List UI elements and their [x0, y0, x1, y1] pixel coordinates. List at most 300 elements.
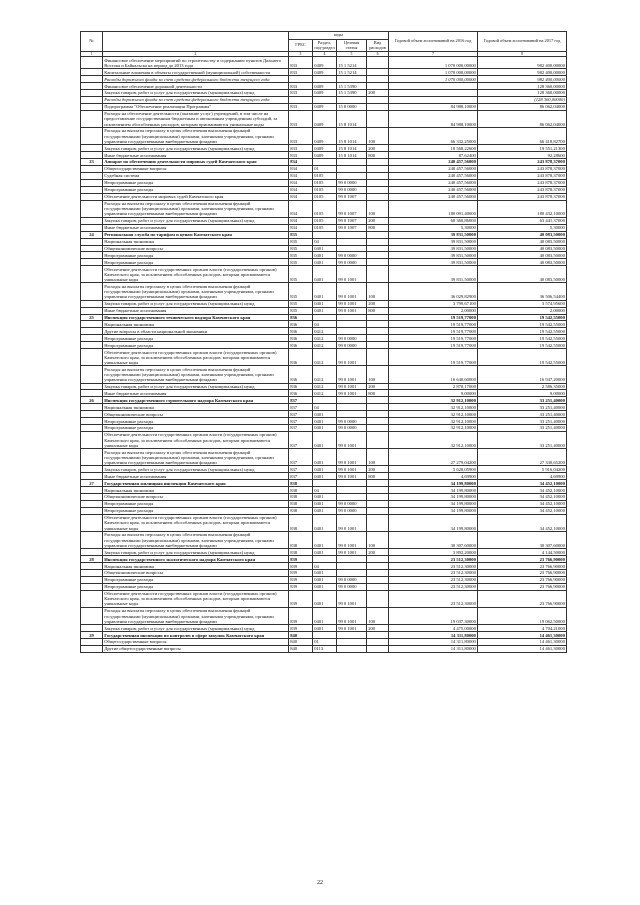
table-row [81, 328, 567, 335]
row-target [337, 639, 367, 646]
row-target: 99 0 0000 [337, 342, 367, 349]
row-grbs: 838 [289, 514, 313, 531]
row-section: 0409 [313, 110, 337, 127]
row-sum-2017: 5,30000 [478, 224, 567, 231]
row-sum-2017: 2 586,35000 [478, 383, 567, 390]
row-number [81, 83, 103, 90]
row-section: 0401 [313, 583, 337, 590]
header-target: Целевая статья [337, 40, 367, 52]
row-sum-2017: 33 251,40000 [478, 425, 567, 432]
table-row [81, 349, 567, 366]
row-exp-type [367, 494, 389, 501]
row-name: Непрограммные расходы [103, 425, 289, 432]
row-number [81, 224, 103, 231]
row-sum-2017: 4,69900 [478, 473, 567, 480]
row-exp-type [367, 632, 389, 639]
row-sum-2016: 34 199,80000 [389, 480, 478, 487]
row-grbs: 833 [289, 110, 313, 127]
row-section: 0401 [313, 590, 337, 607]
row-section: 0401 [313, 507, 337, 514]
row-sum-2016: 1 070 000,00000 [389, 76, 478, 83]
row-grbs: 838 [289, 480, 313, 487]
row-target [337, 487, 367, 494]
header-sum-2016: Годовой объем ассигнований на 2016 год [389, 32, 478, 52]
row-sum-2016: 5 628,05900 [389, 466, 478, 473]
table-row [81, 366, 567, 383]
row-grbs: 836 [289, 342, 313, 349]
row-section: 0412 [313, 328, 337, 335]
row-sum-2017: 34 452,10000 [478, 501, 567, 508]
row-target: 99 0 1001 [337, 283, 367, 300]
row-exp-type: 100 [367, 366, 389, 383]
row-exp-type [367, 418, 389, 425]
row-section [313, 397, 337, 404]
row-sum-2016: 39 831,50000 [389, 238, 478, 245]
row-grbs: 838 [289, 494, 313, 501]
row-target: 99 0 1007 [337, 224, 367, 231]
row-target: 99 0 1001 [337, 432, 367, 449]
row-target [337, 397, 367, 404]
row-target: 99 0 1001 [337, 449, 367, 466]
row-name: Иные бюджетные ассигнования [103, 473, 289, 480]
row-section [313, 556, 337, 563]
table-header [81, 32, 567, 57]
row-number: 23 [81, 159, 103, 166]
table-row [81, 83, 567, 90]
row-section: 0105 [313, 224, 337, 231]
row-exp-type [367, 639, 389, 646]
row-section: 0113 [313, 645, 337, 652]
row-name: Непрограммные расходы [103, 583, 289, 590]
row-name: Иные бюджетные ассигнования [103, 390, 289, 397]
row-section: 0401 [313, 576, 337, 583]
row-section: 04 [313, 563, 337, 570]
row-grbs: 837 [289, 411, 313, 418]
row-name: Другие общегосударственные вопросы [103, 645, 289, 652]
row-grbs: 839 [289, 583, 313, 590]
row-sum-2016: 19 519,77000 [389, 335, 478, 342]
row-exp-type: 100 [367, 532, 389, 549]
row-exp-type [367, 321, 389, 328]
row-sum-2016: 34 199,80000 [389, 501, 478, 508]
row-exp-type [367, 590, 389, 607]
row-sum-2016: 32 912,10000 [389, 425, 478, 432]
row-target [337, 245, 367, 252]
row-section [313, 97, 337, 104]
row-name: Общеэкономические вопросы [103, 494, 289, 501]
row-section: 0401 [313, 549, 337, 556]
table-row [81, 314, 567, 321]
table-row [81, 425, 567, 432]
row-sum-2017: 2,00000 [478, 307, 567, 314]
row-number [81, 383, 103, 390]
row-name: Непрограммные расходы [103, 335, 289, 342]
row-sum-2017: 40 083,50000 [478, 238, 567, 245]
row-sum-2016: 39 831,50000 [389, 252, 478, 259]
row-name: Расходы на выплаты персоналу в целях обеспечения выполнения функций государственными (муниципальными) органами, казенными учреждениями, органами управления государственными внебюджетными фондами [103, 283, 289, 300]
row-section: 0105 [313, 193, 337, 200]
row-number [81, 238, 103, 245]
row-sum-2017: 19 542,55000 [478, 342, 567, 349]
row-name: Обеспечение деятельности государственных органов власти (государственных органов) Камчатского края, за исключением обособленных расходов, которым присваиваются уникальные коды [103, 349, 289, 366]
row-sum-2016: 3 799,67100 [389, 300, 478, 307]
row-name: Непрограммные расходы [103, 252, 289, 259]
row-section: 0401 [313, 501, 337, 508]
row-target [337, 563, 367, 570]
row-name: Иные бюджетные ассигнования [103, 307, 289, 314]
row-number [81, 252, 103, 259]
row-number [81, 259, 103, 266]
row-exp-type [367, 245, 389, 252]
table-row [81, 145, 567, 152]
row-grbs: 833 [289, 83, 313, 90]
row-name: Финансовое обеспечение дорожной деятельности [103, 83, 289, 90]
row-exp-type [367, 411, 389, 418]
row-name: Аппарат по обеспечению деятельности мировых судей Камчатского края [103, 159, 289, 166]
row-target: 99 0 0000 [337, 583, 367, 590]
row-sum-2016: 30 307,60000 [389, 532, 478, 549]
header-sum-2017: Годовой объем ассигнований на 2017 год [478, 32, 567, 52]
row-number [81, 418, 103, 425]
table-row [81, 217, 567, 224]
row-number [81, 166, 103, 173]
row-grbs: 835 [289, 252, 313, 259]
row-name: Непрограммные расходы [103, 576, 289, 583]
row-sum-2016: 27 279,04200 [389, 449, 478, 466]
table-row [81, 252, 567, 259]
row-exp-type [367, 103, 389, 110]
row-number [81, 103, 103, 110]
row-exp-type [367, 76, 389, 83]
row-section: 0412 [313, 390, 337, 397]
row-grbs: 838 [289, 487, 313, 494]
row-grbs: 833 [289, 145, 313, 152]
row-target [337, 411, 367, 418]
row-grbs: 834 [289, 159, 313, 166]
row-number [81, 507, 103, 514]
row-grbs: 835 [289, 259, 313, 266]
row-sum-2016: 36 029,82900 [389, 283, 478, 300]
row-sum-2017: 19 542,55000 [478, 335, 567, 342]
row-target: 99 0 1001 [337, 532, 367, 549]
row-number [81, 57, 103, 69]
row-name: Судебная система [103, 172, 289, 179]
row-section: 0409 [313, 69, 337, 76]
table-row [81, 449, 567, 466]
table-body [81, 57, 567, 653]
row-exp-type [367, 583, 389, 590]
row-exp-type [367, 193, 389, 200]
row-exp-type [367, 252, 389, 259]
row-exp-type: 100 [367, 608, 389, 625]
row-exp-type: 800 [367, 152, 389, 159]
row-sum-2017: 14 461,30000 [478, 645, 567, 652]
row-name: Непрограммные расходы [103, 179, 289, 186]
row-target: 15 8 1014 [337, 145, 367, 152]
row-grbs: 837 [289, 397, 313, 404]
row-name: Непрограммные расходы [103, 418, 289, 425]
row-section: 0409 [313, 83, 337, 90]
row-exp-type [367, 425, 389, 432]
column-number: 4 [313, 52, 337, 57]
row-sum-2017: 982 400,00000 [478, 57, 567, 69]
row-name: Расходы дорожного фонда за счет средств федерального бюджета текущего года [103, 97, 289, 104]
row-number [81, 152, 103, 159]
row-grbs: 836 [289, 366, 313, 383]
header-codes: коды [289, 32, 389, 40]
row-number [81, 570, 103, 577]
row-target [337, 314, 367, 321]
row-number: 29 [81, 632, 103, 639]
row-sum-2017: 243 878,37000 [478, 172, 567, 179]
row-exp-type: 200 [367, 466, 389, 473]
row-name: Национальная экономика [103, 404, 289, 411]
row-section: 0412 [313, 366, 337, 383]
row-sum-2016: 23 512,30000 [389, 570, 478, 577]
table-row [81, 507, 567, 514]
row-sum-2016 [389, 90, 478, 97]
row-exp-type: 100 [367, 200, 389, 217]
row-exp-type [367, 342, 389, 349]
row-name: Государственная инспекция по контролю в сфере закупок Камчатского края [103, 632, 289, 639]
row-exp-type: 800 [367, 473, 389, 480]
row-section: 04 [313, 238, 337, 245]
row-target: 99 0 1001 [337, 514, 367, 531]
table-row [81, 432, 567, 449]
row-number [81, 335, 103, 342]
row-target: 15 1 5214 [337, 69, 367, 76]
row-target [337, 238, 367, 245]
row-grbs: 838 [289, 549, 313, 556]
row-sum-2017: 19 542,55000 [478, 349, 567, 366]
row-section [313, 76, 337, 83]
row-target: 99 0 0000 [337, 501, 367, 508]
row-section: 0412 [313, 383, 337, 390]
row-section: 0409 [313, 57, 337, 69]
row-sum-2016: 34 199,80000 [389, 507, 478, 514]
row-target: 99 0 1001 [337, 549, 367, 556]
row-grbs: 837 [289, 432, 313, 449]
table-row [81, 57, 567, 69]
row-grbs: 835 [289, 231, 313, 238]
row-sum-2016: 87,62400 [389, 152, 478, 159]
row-target: 99 0 0000 [337, 186, 367, 193]
row-sum-2016: 19 519,77000 [389, 314, 478, 321]
table-row [81, 259, 567, 266]
table-row [81, 625, 567, 632]
row-section: 0401 [313, 252, 337, 259]
table-row [81, 179, 567, 186]
table-row [81, 128, 567, 145]
row-sum-2016: 23 512,30000 [389, 576, 478, 583]
table-row [81, 549, 567, 556]
row-sum-2016: 180 091,40000 [389, 200, 478, 217]
row-name: Инспекция государственного экологического надзора Камчатского края [103, 556, 289, 563]
row-name: Непрограммные расходы [103, 507, 289, 514]
row-name: Национальная экономика [103, 487, 289, 494]
row-sum-2016: 240 457,56000 [389, 186, 478, 193]
table-row [81, 90, 567, 97]
row-number [81, 494, 103, 501]
row-grbs: 834 [289, 200, 313, 217]
row-name: Финансовое обеспечение мероприятий по строительству и содержанию пунктов Дальнего Востока и Байкальска на период до 2013 года [103, 57, 289, 69]
row-exp-type [367, 335, 389, 342]
table-row [81, 418, 567, 425]
table-row [81, 570, 567, 577]
table-row [81, 166, 567, 173]
row-grbs: 834 [289, 186, 313, 193]
row-name: Расходы на выплаты персоналу в целях обеспечения выполнения функций государственными (муниципальными) органами, казенными учреждениями, органами управления государственными внебюджетными фондами [103, 200, 289, 217]
row-grbs: 837 [289, 418, 313, 425]
row-sum-2017: 23 766,90000 [478, 590, 567, 607]
row-number [81, 349, 103, 366]
row-grbs: 837 [289, 473, 313, 480]
row-section: 0105 [313, 172, 337, 179]
row-name: Закупка товаров, работ и услуг для государственных (муниципальных) нужд [103, 383, 289, 390]
row-grbs [289, 97, 313, 104]
row-number [81, 563, 103, 570]
row-target [337, 570, 367, 577]
row-sum-2016: 23 512,30000 [389, 556, 478, 563]
row-sum-2017: 5 916,04200 [478, 466, 567, 473]
row-number [81, 76, 103, 83]
row-exp-type [367, 404, 389, 411]
row-target: 99 0 1001 [337, 625, 367, 632]
row-grbs: 839 [289, 608, 313, 625]
row-name: Непрограммные расходы [103, 186, 289, 193]
row-sum-2017: 128 360,00000 [478, 83, 567, 90]
row-exp-type [367, 314, 389, 321]
row-section: 0401 [313, 425, 337, 432]
row-number [81, 473, 103, 480]
row-sum-2016: 34 199,80000 [389, 494, 478, 501]
row-target: 15 1 5390 [337, 90, 367, 97]
row-sum-2016: 5,30000 [389, 224, 478, 231]
row-target [337, 404, 367, 411]
row-target: 99 0 1001 [337, 608, 367, 625]
table-row [81, 632, 567, 639]
row-number [81, 245, 103, 252]
row-section: 0412 [313, 335, 337, 342]
row-grbs: 834 [289, 166, 313, 173]
row-target: 15 1 5214 [337, 57, 367, 69]
row-sum-2017: 40 083,50000 [478, 252, 567, 259]
row-sum-2016: 60 360,86000 [389, 217, 478, 224]
row-number [81, 432, 103, 449]
row-section: 0105 [313, 200, 337, 217]
row-section: 0401 [313, 283, 337, 300]
row-sum-2016: 9,00000 [389, 390, 478, 397]
row-sum-2017: 86 062,04000 [478, 110, 567, 127]
row-name: Иные бюджетные ассигнования [103, 152, 289, 159]
table-row [81, 480, 567, 487]
row-grbs: 837 [289, 404, 313, 411]
row-target: 99 0 0000 [337, 179, 367, 186]
row-number [81, 90, 103, 97]
row-target: 99 0 0000 [337, 507, 367, 514]
row-sum-2016: 240 457,56000 [389, 166, 478, 173]
row-sum-2016: 240 457,56000 [389, 159, 478, 166]
row-grbs: 833 [289, 152, 313, 159]
row-exp-type: 800 [367, 224, 389, 231]
column-number: 5 [337, 52, 367, 57]
row-number [81, 487, 103, 494]
row-name: Общеэкономические вопросы [103, 411, 289, 418]
row-sum-2017: 23 766,90000 [478, 556, 567, 563]
row-exp-type [367, 69, 389, 76]
table-row [81, 383, 567, 390]
table-row [81, 487, 567, 494]
row-name: Закупка товаров, работ и услуг для государственных (муниципальных) нужд [103, 90, 289, 97]
row-sum-2017: (128 360,00000) [478, 97, 567, 104]
row-sum-2016: 84 988,10000 [389, 103, 478, 110]
row-number [81, 186, 103, 193]
row-section: 0401 [313, 449, 337, 466]
row-section [313, 632, 337, 639]
row-number [81, 404, 103, 411]
row-grbs: 835 [289, 238, 313, 245]
row-grbs: 836 [289, 390, 313, 397]
row-sum-2017: 128 360,00000 [478, 90, 567, 97]
row-name: Обеспечение деятельности государственных органов власти (государственных органов) Камчатского края, за исключением обособленных расходов, которым присваиваются уникальные коды [103, 432, 289, 449]
row-section: 0105 [313, 179, 337, 186]
row-sum-2017: 27 330,65200 [478, 449, 567, 466]
table-row [81, 238, 567, 245]
row-name: Расходы на выплаты персоналу в целях обеспечения выполнения функций государственными (муниципальными) органами, казенными учреждениями, органами управления государственными внебюджетными фондами [103, 366, 289, 383]
row-name: Обеспечение деятельности государственных органов власти (государственных органов) Камчатского края, за исключением обособленных расходов, которым присваиваются уникальные коды [103, 266, 289, 283]
row-name: Расходы на выплаты персоналу в целях обеспечения выполнения функций государственными (муниципальными) органами, казенными учреждениями, органами управления государственными внебюджетными фондами [103, 532, 289, 549]
row-grbs: 833 [289, 90, 313, 97]
row-number [81, 608, 103, 625]
row-target: 99 0 1001 [337, 349, 367, 366]
row-section: 0401 [313, 418, 337, 425]
table-row [81, 411, 567, 418]
row-exp-type [367, 645, 389, 652]
row-sum-2017: 34 452,10000 [478, 487, 567, 494]
column-number: 6 [367, 52, 389, 57]
row-sum-2017: 92,28600 [478, 152, 567, 159]
row-grbs: 833 [289, 103, 313, 110]
row-sum-2017: 33 251,40000 [478, 418, 567, 425]
row-sum-2017: 19 551,21300 [478, 145, 567, 152]
row-number [81, 342, 103, 349]
row-grbs: 838 [289, 501, 313, 508]
row-exp-type: 200 [367, 217, 389, 224]
row-exp-type: 200 [367, 549, 389, 556]
row-section: 0401 [313, 300, 337, 307]
row-sum-2016: 34 199,80000 [389, 487, 478, 494]
row-grbs: 835 [289, 266, 313, 283]
row-sum-2017: 243 878,37000 [478, 179, 567, 186]
row-target: 99 0 1001 [337, 366, 367, 383]
row-exp-type [367, 570, 389, 577]
row-grbs: 840 [289, 639, 313, 646]
table-row [81, 466, 567, 473]
column-number: 1 [81, 52, 103, 57]
row-grbs: 837 [289, 449, 313, 466]
row-name: Общеэкономические вопросы [103, 245, 289, 252]
row-name: Подпрограмма "Обеспечение реализации Программы" [103, 103, 289, 110]
table-row [81, 300, 567, 307]
row-section: 0401 [313, 411, 337, 418]
row-target [337, 231, 367, 238]
row-grbs: 836 [289, 349, 313, 366]
row-grbs: 836 [289, 314, 313, 321]
row-number [81, 532, 103, 549]
row-sum-2017: 243 878,37000 [478, 159, 567, 166]
row-sum-2016: 2 870,17000 [389, 383, 478, 390]
row-sum-2017: 14 461,30000 [478, 639, 567, 646]
